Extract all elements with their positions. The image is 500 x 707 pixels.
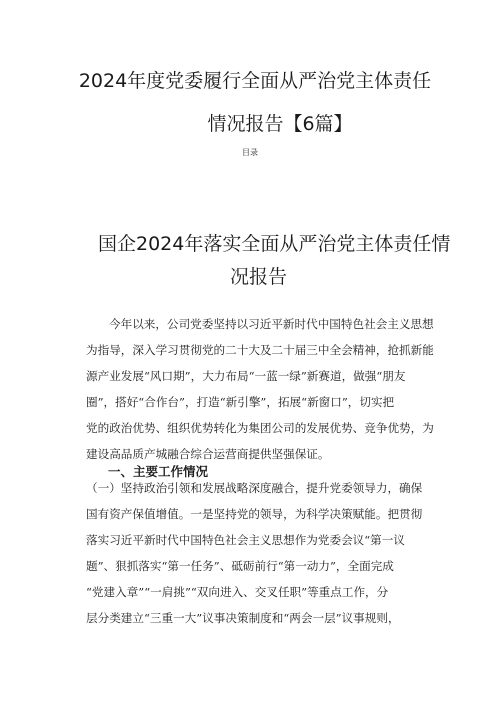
paragraph-line: 党的政治优势、组织优势转化为集团公司的发展优势、竞争优势，为 (86, 421, 434, 435)
paragraph-line: 国有资产保值增值。一是坚持党的领导，为科学决策赋能。把贯彻 (86, 507, 423, 521)
paragraph-line: 层分类建立“三重一大”议事决策制度和“两会一层”议事规则， (86, 611, 400, 625)
toc-label[interactable]: 目录 (242, 148, 258, 157)
paragraph-line: 为指导，深入学习贯彻党的二十大及二十届三中全会精神，抢抓新能 (86, 343, 434, 357)
document-title-line-1: 2024年度党委履行全面从严治党主体责任 (78, 70, 432, 92)
report-title-line-1: 国企2024年落实全面从严治党主体责任情 (98, 233, 451, 255)
paragraph-line: 落实习近平新时代中国特色社会主义思想作为党委会议“第一议 (86, 533, 405, 547)
report-title-line-2: 况报告 (230, 266, 288, 288)
paragraph-line: 题”、狠抓落实“第一任务”、砥砺前行“第一动力”，全面完成 (86, 559, 394, 573)
paragraph-line: 今年以来，公司党委坚持以习近平新时代中国特色社会主义思想 (109, 317, 434, 331)
paragraph-line: “党建入章”“一肩挑”“双向进入、交叉任职”等重点工作，分 (86, 585, 389, 599)
paragraph-line: 源产业发展“风口期”，大力布局“一蓝一绿”新赛道，做强“朋友 (86, 369, 406, 383)
paragraph-line: （一）坚持政治引领和发展战略深度融合，提升党委领导力，确保 (86, 481, 423, 495)
paragraph-line: 圈”，搭好“合作台”，打造“新引擎”，拓展“新窗口”，切实把 (86, 395, 395, 409)
section-heading: 一、主要工作情况 (108, 464, 209, 479)
paragraph-line: 建设高品质产城融合综合运营商提供坚强保证。 (86, 447, 330, 461)
document-title-line-2: 情况报告【6篇】 (207, 113, 353, 135)
